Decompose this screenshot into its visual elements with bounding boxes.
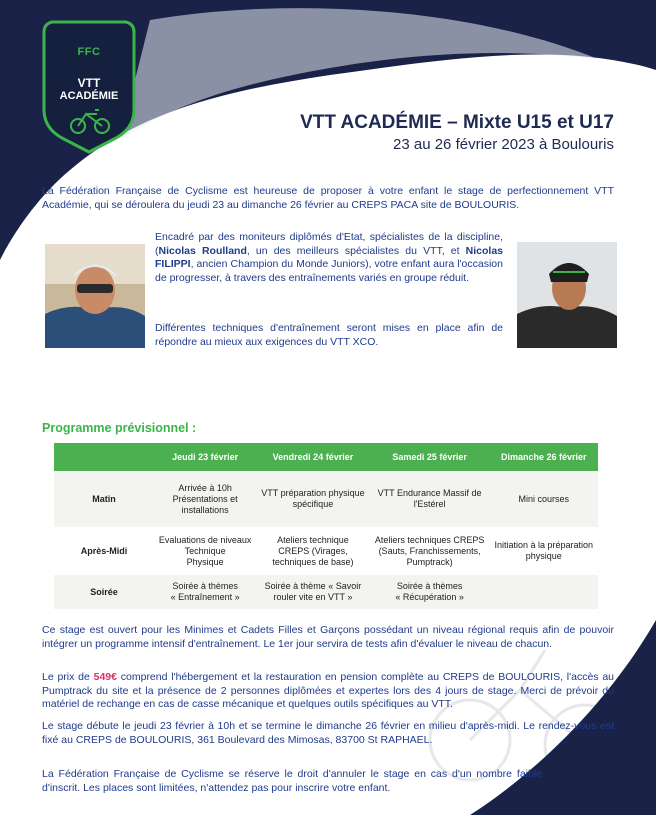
page-dates: 23 au 26 février 2023 à Boulouris	[393, 136, 614, 153]
coach-photo-right	[517, 242, 617, 348]
price-prefix: Le prix de	[42, 671, 94, 683]
coaches-paragraph	[155, 231, 503, 285]
table-cell: VTT préparation physique spécifique	[256, 471, 369, 527]
price-suffix: comprend l'hébergement et la restauration en pension complète au CREPS de BOULOURIS, l'accès au Pumptrack du site et la présence de 2 personnes diplômées et expertes lors des 4 jours de stage. Merci de prévoir du matériel de rechange en cas de casse mécanique et quelques outils spécifiques au VTT.	[42, 671, 614, 710]
table-cell: Soirée à thème « Savoir rouler vite en VTT »	[256, 575, 369, 609]
programme-row-apres-midi	[54, 527, 598, 575]
programme-header-empty	[54, 443, 154, 471]
price-amount: 549€	[93, 671, 117, 683]
coaches-text-start: Encadré par des moniteurs diplômés d'Etat, spécialistes de la discipline, (	[155, 231, 503, 257]
row-label: Matin	[54, 471, 154, 527]
badge-title-line1: VTT	[77, 76, 101, 90]
page-title: VTT ACADÉMIE – Mixte U15 et U17	[300, 112, 614, 133]
closing-paragraph: La Fédération Française de Cyclisme se réserve le droit d'annuler le stage en cas d'un nombre faible d'inscrit. Les places sont limitées, n'attendez pas pour inscrire votre enfant.	[42, 768, 542, 794]
programme-title: Programme prévisionnel :	[42, 421, 197, 435]
badge-title-line2: ACADÉMIE	[59, 90, 119, 102]
schedule-paragraph: Le stage débute le jeudi 23 février à 10h et se termine le dimanche 26 février en milieu d'après-midi. Le rendez-vous est fixé au CREPS de BOULOURIS, 361 Boulevard des Mimosas, 83700 St RAPHAEL.	[42, 720, 614, 746]
programme-header-samedi: Samedi 25 février	[370, 443, 490, 471]
coaches-text-end: , ancien Champion du Monde Juniors), votre enfant aura l'occasion de progresser, à travers des entraînements variés en groupe réduit.	[155, 258, 503, 284]
programme-header-dimanche: Dimanche 26 février	[490, 443, 598, 471]
table-cell: Soirée à thèmes « Entraînement »	[154, 575, 256, 609]
price-paragraph	[42, 671, 614, 712]
programme-header-row	[54, 443, 598, 471]
techniques-paragraph: Différentes techniques d'entraînement seront mises en place afin de répondre au mieux aux exigences du VTT XCO.	[155, 322, 503, 348]
row-label: Après-Midi	[54, 527, 154, 575]
table-cell: Evaluations de niveaux Technique Physique	[154, 527, 256, 575]
coach-name-filippi: Nicolas FILIPPI	[155, 244, 504, 270]
intro-paragraph: La Fédération Française de Cyclisme est heureuse de proposer à votre enfant le stage de perfectionnement VTT Académie, qui se déroulera du jeudi 23 au dimanche 26 février au CREPS PACA site de BOULOURIS.	[42, 185, 614, 211]
programme-header-jeudi: Jeudi 23 février	[154, 443, 256, 471]
programme-table	[54, 443, 598, 609]
vtt-academie-badge	[36, 10, 142, 158]
table-cell: Ateliers techniques CREPS (Sauts, Franchissements, Pumptrack)	[370, 527, 490, 575]
coach-name-roulland: Nicolas Roulland	[158, 244, 247, 257]
programme-row-matin	[54, 471, 598, 527]
row-label: Soirée	[54, 575, 154, 609]
programme-row-soiree	[54, 575, 598, 609]
table-cell: Ateliers technique CREPS (Virages, techniques de base)	[256, 527, 369, 575]
badge-org-label: FFC	[77, 46, 101, 58]
table-cell	[490, 575, 598, 609]
table-cell: Soirée à thèmes « Récupération »	[370, 575, 490, 609]
table-cell: Mini courses	[490, 471, 598, 527]
coach-photo-left	[45, 244, 145, 348]
eligibility-paragraph: Ce stage est ouvert pour les Minimes et Cadets Filles et Garçons possédant un niveau régional requis afin de pouvoir intégrer un programme intensif d'entraînement. Le 1er jour servira de tests afin d'évaluer le niveau de chacun.	[42, 624, 614, 650]
table-cell: VTT Endurance Massif de l'Estérel	[370, 471, 490, 527]
table-cell: Initiation à la préparation physique	[490, 527, 598, 575]
table-cell: Arrivée à 10h Présentations et installations	[154, 471, 256, 527]
programme-header-vendredi: Vendredi 24 février	[256, 443, 369, 471]
coaches-text-mid: , un des meilleurs spécialistes du VTT, et	[246, 244, 466, 257]
